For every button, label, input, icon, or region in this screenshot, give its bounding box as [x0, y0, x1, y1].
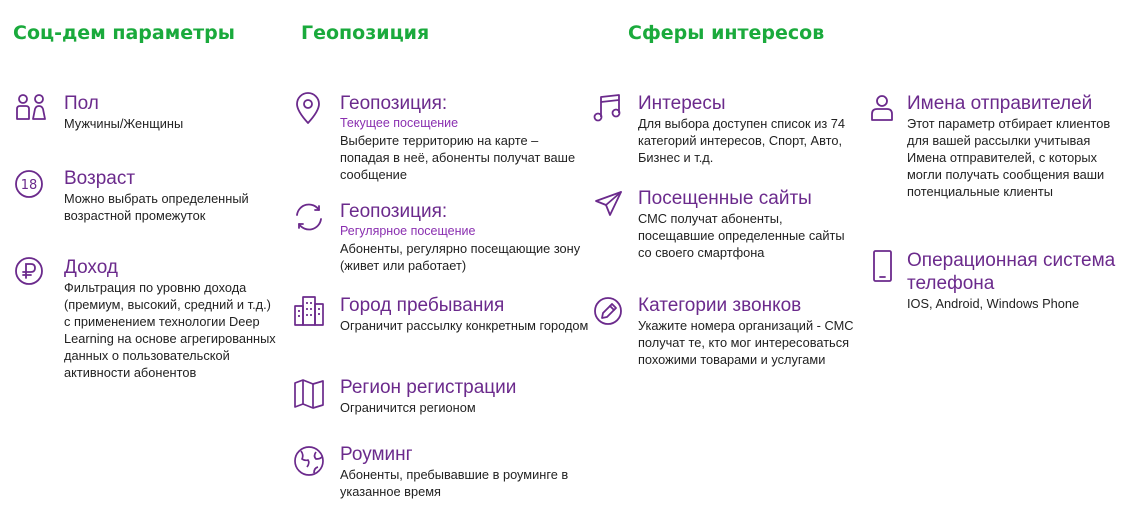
location-pin-icon [292, 92, 326, 126]
param-title: Имена отправителей [907, 93, 1093, 114]
param-desc: Абоненты, регулярно посещающие зону (живет или работает) [340, 241, 581, 273]
param-desc: Можно выбрать определенный возрастной промежуток [64, 191, 249, 223]
param-desc: Ограничит рассылку конкретным городом [340, 318, 589, 333]
param-title: Роуминг [340, 444, 413, 465]
param-desc: СМС получат абоненты, посещавшие определенные сайты со своего смартфона [638, 211, 845, 260]
ruble-icon [14, 256, 48, 290]
param-title: Операционная система телефона [907, 250, 1116, 294]
param-desc: Абоненты, пребывавшие в роуминге в указанное время [340, 467, 569, 499]
svg-text:18: 18 [20, 178, 38, 193]
gender-icon [14, 92, 48, 126]
param-title: Геопозиция: [340, 93, 448, 114]
param-desc: Укажите номера организаций - СМС получат те, кто мог интересоваться похожими товарами и услугами [638, 318, 854, 367]
age-18-icon [14, 167, 48, 201]
param-title: Категории звонков [638, 295, 802, 316]
music-note-icon [592, 92, 626, 126]
param-title: Город пребывания [340, 295, 505, 316]
param-title: Интересы [638, 93, 726, 114]
param-desc: IOS, Android, Windows Phone [907, 296, 1080, 311]
param-title: Доход [64, 257, 118, 278]
building-icon [292, 294, 326, 328]
globe-icon [292, 443, 326, 477]
param-desc: Этот параметр отбирает клиентов для вашей рассылки учитывая Имена отправителей, с которых могли получать сообщения ваши потенциальные клиенты [907, 116, 1111, 199]
param-desc: Выберите территорию на карте – попадая в неё, абоненты получат ваше сообщение [340, 133, 576, 182]
pencil-circle-icon [592, 294, 626, 328]
param-title: Посещенные сайты [638, 188, 812, 209]
smartphone-icon [866, 249, 900, 283]
param-desc: Ограничится регионом [340, 400, 476, 415]
user-icon [866, 92, 900, 126]
section-title-interests: Сферы интересов [628, 22, 825, 44]
refresh-arrows-icon [292, 200, 326, 234]
param-subtitle: Текущее посещение [340, 116, 459, 130]
param-title: Геопозиция: [340, 201, 448, 222]
send-arrow-icon [592, 187, 626, 221]
section-title-geo: Геопозиция [301, 22, 430, 44]
map-icon [292, 376, 326, 410]
param-desc: Фильтрация по уровню дохода (премиум, высокий, средний и т.д.) с применением технологии Deep Learning на основе агрегированных данных о пользовательской активности абонентов [64, 280, 276, 380]
param-title: Возраст [64, 168, 136, 189]
param-title: Пол [64, 93, 99, 114]
param-desc: Мужчины/Женщины [64, 116, 184, 131]
param-desc: Для выбора доступен список из 74 категорий интересов, Спорт, Авто, Бизнес и т.д. [638, 116, 845, 165]
param-title: Регион регистрации [340, 377, 517, 398]
param-subtitle: Регулярное посещение [340, 224, 476, 238]
section-title-socdem: Соц-дем параметры [13, 22, 235, 44]
